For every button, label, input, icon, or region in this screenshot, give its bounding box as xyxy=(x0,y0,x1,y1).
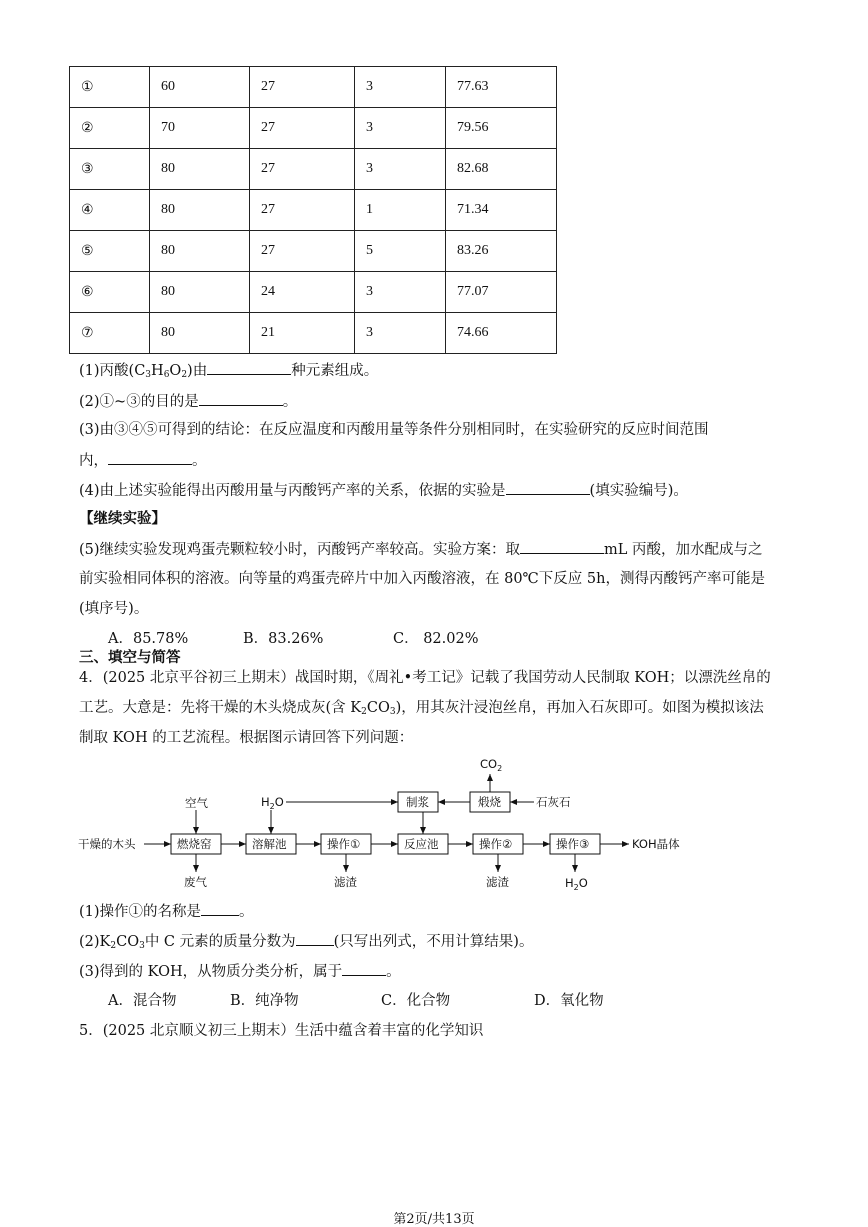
question-3-line2: 内， 。 xyxy=(79,450,207,471)
answer-blank xyxy=(201,901,239,916)
burn-kiln-label: 燃烧窑 xyxy=(177,837,212,851)
table-row xyxy=(70,272,557,313)
problem-4-line3: 制取 KOH 的工艺流程。根据图示请回答下列问题： xyxy=(79,730,414,746)
option-a: A．混合物 xyxy=(108,993,177,1009)
table-cell-yield: 83.26 xyxy=(446,231,557,272)
answer-blank xyxy=(506,480,590,495)
question-5-line3: (填序号)。 xyxy=(79,601,149,617)
table-cell-c: 5 xyxy=(355,231,446,272)
table-cell-c: 1 xyxy=(355,190,446,231)
table-cell-b: 27 xyxy=(250,190,355,231)
answer-blank xyxy=(199,391,283,406)
table-cell-temp: 80 xyxy=(150,272,250,313)
problem-4-q3: (3)得到的 KOH，从物质分类分析，属于 。 xyxy=(79,961,401,982)
table-cell-c: 3 xyxy=(355,272,446,313)
option-a: A．85.78% xyxy=(108,631,189,647)
input-label: 干燥的木头 xyxy=(78,837,136,851)
table-row xyxy=(70,149,557,190)
slurry-label: 制浆 xyxy=(406,795,429,809)
problem-4-line2: 工艺。大意是：先将干燥的木头烧成灰(含 $K_2CO_3$)，用其灰汁浸泡丝帛，再加入石灰即可。如图为模拟该法 xyxy=(79,700,764,717)
table-cell-c: 3 xyxy=(355,108,446,149)
table-row xyxy=(70,190,557,231)
question-2: (2)①~③的目的是 。 xyxy=(79,391,297,412)
problem-4-q1: (1)操作①的名称是 。 xyxy=(79,901,254,922)
exhaust-label: 废气 xyxy=(184,875,207,889)
table-cell-b: 27 xyxy=(250,149,355,190)
question-1: (1)丙酸$(C_3H_6O_2)$由 种元素组成。 xyxy=(79,360,378,381)
table-cell-id: ② xyxy=(70,108,150,149)
table-row xyxy=(70,313,557,354)
table-cell-b: 27 xyxy=(250,67,355,108)
table-cell-b: 24 xyxy=(250,272,355,313)
table-row xyxy=(70,67,557,108)
dissolve-tank-label: 溶解池 xyxy=(252,837,287,851)
table-cell-id: ③ xyxy=(70,149,150,190)
question-5-line1: (5)继续实验发现鸡蛋壳颗粒较小时，丙酸钙产率较高。实验方案：取 mL 丙酸，加水配成与之 xyxy=(79,539,763,560)
problem-4-line1: 4．(2025 北京平谷初三上期末）战国时期，《周礼•考工记》记载了我国劳动人民制取 KOH；以漂洗丝帛的 xyxy=(79,670,771,686)
table-cell-yield: 74.66 xyxy=(446,313,557,354)
problem-5: 5．(2025 北京顺义初三上期末）生活中蕴含着丰富的化学知识 xyxy=(79,1023,484,1039)
experiment-table xyxy=(69,66,557,354)
process-flow-diagram xyxy=(76,752,696,892)
question-5-line2: 前实验相同体积的溶液。向等量的鸡蛋壳碎片中加入丙酸溶液，在 80℃下反应 5h，测得丙酸钙产率可能是 xyxy=(79,571,765,587)
table-cell-id: ④ xyxy=(70,190,150,231)
table-cell-c: 3 xyxy=(355,149,446,190)
option-b: B．83.26% xyxy=(243,631,324,647)
question-5-options xyxy=(108,629,479,649)
table-cell-temp: 70 xyxy=(150,108,250,149)
table-cell-id: ⑥ xyxy=(70,272,150,313)
table-cell-yield: 82.68 xyxy=(446,149,557,190)
limestone-label: 石灰石 xyxy=(536,795,571,809)
page-footer: 第2页/共13页 xyxy=(393,1212,475,1227)
table-cell-temp: 80 xyxy=(150,190,250,231)
residue-1-label: 滤渣 xyxy=(334,875,357,889)
table-cell-id: ⑤ xyxy=(70,231,150,272)
continue-heading: 【继续实验】 xyxy=(79,510,166,527)
answer-blank xyxy=(207,360,291,375)
table-cell-id: ⑦ xyxy=(70,313,150,354)
problem-4-q3-options xyxy=(108,991,604,1011)
table-cell-yield: 77.07 xyxy=(446,272,557,313)
water-out-label: $H_2O$ xyxy=(565,876,588,892)
table-cell-yield: 79.56 xyxy=(446,108,557,149)
answer-blank xyxy=(342,961,386,976)
table-cell-c: 3 xyxy=(355,313,446,354)
option-c: C． 82.02% xyxy=(393,631,479,647)
table-cell-b: 27 xyxy=(250,231,355,272)
option-b: B．纯净物 xyxy=(230,993,299,1009)
table-cell-id: ① xyxy=(70,67,150,108)
reaction-tank-label: 反应池 xyxy=(404,837,439,851)
problem-4-q2: $(2)K_2CO_3$中 C 元素的质量分数为 (只写出列式，不用计算结果)。 xyxy=(79,931,533,952)
table-cell-b: 27 xyxy=(250,108,355,149)
table-row xyxy=(70,108,557,149)
question-3-line1: (3)由③④⑤可得到的结论：在反应温度和丙酸用量等条件分别相同时，在实验研究的反应时间范围 xyxy=(79,422,709,438)
option-d: D．氧化物 xyxy=(534,993,604,1009)
section-heading: 三、填空与简答 xyxy=(79,649,181,666)
table-row xyxy=(70,231,557,272)
residue-2-label: 滤渣 xyxy=(486,875,509,889)
table-cell-temp: 80 xyxy=(150,313,250,354)
question-4: (4)由上述实验能得出丙酸用量与丙酸钙产率的关系，依据的实验是 (填实验编号)。 xyxy=(79,480,688,501)
operation-1-label: 操作① xyxy=(327,837,361,851)
option-c: C．化合物 xyxy=(381,993,451,1009)
operation-2-label: 操作② xyxy=(479,837,513,851)
table-cell-temp: 80 xyxy=(150,231,250,272)
table-cell-temp: 60 xyxy=(150,67,250,108)
table-cell-b: 21 xyxy=(250,313,355,354)
table-cell-c: 3 xyxy=(355,67,446,108)
output-label: KOH晶体 xyxy=(632,837,680,851)
co2-label: $CO_2$ xyxy=(480,757,503,773)
calcine-label: 煅烧 xyxy=(478,795,501,809)
answer-blank xyxy=(520,539,604,554)
answer-blank xyxy=(296,931,334,946)
table-cell-yield: 71.34 xyxy=(446,190,557,231)
table-cell-yield: 77.63 xyxy=(446,67,557,108)
table-cell-temp: 80 xyxy=(150,149,250,190)
air-label: 空气 xyxy=(185,796,208,810)
water-label: $H_2O$ xyxy=(261,795,284,811)
answer-blank xyxy=(108,450,192,465)
operation-3-label: 操作③ xyxy=(556,837,590,851)
